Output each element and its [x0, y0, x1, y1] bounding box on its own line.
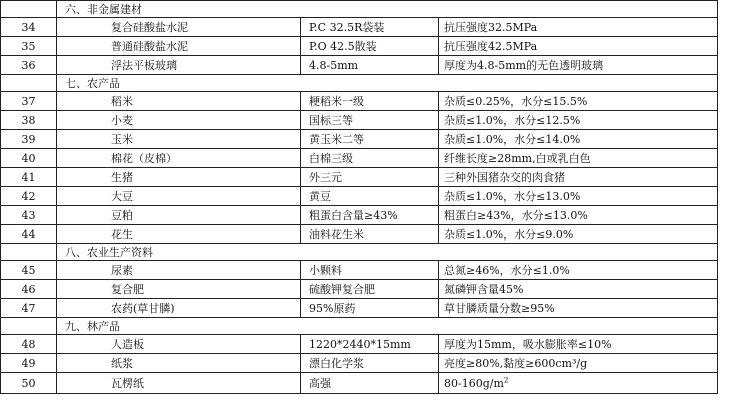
quality-standard: 纤维长度≥28mm,白或乳白色 [439, 149, 718, 168]
product-spec: 粳稻米一级 [301, 92, 439, 111]
quality-standard: 杂质≤1.0%，水分≤12.5% [439, 111, 718, 130]
quality-standard: 三种外国猪杂交的肉食猪 [439, 168, 718, 187]
row-number: 42 [1, 187, 57, 206]
product-spec: P.O 42.5散装 [301, 37, 439, 56]
product-name: 生猪 [57, 168, 301, 187]
quality-standard: 厚度为15mm，吸水膨胀率≤10% [439, 335, 718, 354]
section-row [1, 244, 718, 261]
quality-standard: 氮磷钾含量45% [439, 280, 718, 299]
table-row [1, 168, 718, 187]
row-number: 48 [1, 335, 57, 354]
row-number: 34 [1, 18, 57, 37]
product-spec: 白棉三级 [301, 149, 439, 168]
product-name: 小麦 [57, 111, 301, 130]
table-row [1, 280, 718, 299]
row-number: 40 [1, 149, 57, 168]
product-spec: P.C 32.5R袋装 [301, 18, 439, 37]
product-spec: 油料花生米 [301, 225, 439, 244]
product-name: 人造板 [57, 335, 301, 354]
table-row [1, 18, 718, 37]
table-row [1, 225, 718, 244]
section-heading: 九、林产品 [57, 318, 718, 335]
section-row [1, 318, 718, 335]
row-number: 41 [1, 168, 57, 187]
quality-standard: 总氮≥46%，水分≤1.0% [439, 261, 718, 280]
product-spec: 黄豆 [301, 187, 439, 206]
product-spec: 小颗料 [301, 261, 439, 280]
row-number: 44 [1, 225, 57, 244]
product-spec: 高强 [301, 373, 439, 394]
quality-standard: 杂质≤1.0%，水分≤14.0% [439, 130, 718, 149]
product-name: 稻米 [57, 92, 301, 111]
row-number: 47 [1, 299, 57, 318]
table-row [1, 56, 718, 75]
row-number: 35 [1, 37, 57, 56]
section-number-cell [1, 318, 57, 335]
product-name: 瓦楞纸 [57, 373, 301, 394]
product-name: 玉米 [57, 130, 301, 149]
quality-standard: 杂质≤0.25%，水分≤15.5% [439, 92, 718, 111]
product-spec: 硫酸钾复合肥 [301, 280, 439, 299]
product-spec: 黄玉米二等 [301, 130, 439, 149]
row-number: 37 [1, 92, 57, 111]
table-row [1, 373, 718, 394]
row-number: 49 [1, 354, 57, 373]
product-spec: 4.8-5mm [301, 56, 439, 75]
table-row [1, 111, 718, 130]
product-spec: 漂白化学浆 [301, 354, 439, 373]
row-number: 36 [1, 56, 57, 75]
section-number-cell [1, 75, 57, 92]
section-heading: 六、非金属建材 [57, 1, 718, 18]
table-row [1, 149, 718, 168]
quality-standard: 亮度≥80%,黏度≥600cm³/g [439, 354, 718, 373]
quality-standard: 杂质≤1.0%，水分≤13.0% [439, 187, 718, 206]
product-name: 花生 [57, 225, 301, 244]
product-spec: 95%原药 [301, 299, 439, 318]
product-name: 纸浆 [57, 354, 301, 373]
table-row [1, 37, 718, 56]
table-row [1, 130, 718, 149]
table-row [1, 299, 718, 318]
table-row [1, 206, 718, 225]
row-number: 50 [1, 373, 57, 394]
row-number: 46 [1, 280, 57, 299]
table-row [1, 261, 718, 280]
table-row [1, 92, 718, 111]
section-number-cell [1, 1, 57, 18]
row-number: 45 [1, 261, 57, 280]
section-row [1, 75, 718, 92]
product-name: 尿素 [57, 261, 301, 280]
product-name: 棉花（皮棉） [57, 149, 301, 168]
product-spec: 1220*2440*15mm [301, 335, 439, 354]
quality-standard: 厚度为4.8-5mm的无色透明玻璃 [439, 56, 718, 75]
quality-standard [439, 373, 718, 394]
product-name: 豆粕 [57, 206, 301, 225]
row-number: 39 [1, 130, 57, 149]
table-row [1, 354, 718, 373]
product-spec: 国标三等 [301, 111, 439, 130]
quality-standard: 杂质≤1.0%，水分≤9.0% [439, 225, 718, 244]
product-name: 浮法平板玻璃 [57, 56, 301, 75]
quality-standard: 抗压强度42.5MPa [439, 37, 718, 56]
product-name: 复合硅酸盐水泥 [57, 18, 301, 37]
section-heading: 八、农业生产资料 [57, 244, 718, 261]
unit-superscript: 2 [503, 375, 509, 384]
table-body [1, 1, 718, 394]
table-row [1, 187, 718, 206]
row-number: 38 [1, 111, 57, 130]
product-spec: 粗蛋白含量≥43% [301, 206, 439, 225]
quality-standard: 抗压强度32.5MPa [439, 18, 718, 37]
product-spec: 外三元 [301, 168, 439, 187]
section-heading: 七、农产品 [57, 75, 718, 92]
product-name: 普通硅酸盐水泥 [57, 37, 301, 56]
quality-standard: 草甘膦质量分数≥95% [439, 299, 718, 318]
product-name: 农药(草甘膦) [57, 299, 301, 318]
quality-standard: 粗蛋白≥43%，水分≤13.0% [439, 206, 718, 225]
row-number: 43 [1, 206, 57, 225]
product-name: 复合肥 [57, 280, 301, 299]
product-name: 大豆 [57, 187, 301, 206]
quality-standard-text: 80-160g/m [444, 376, 504, 390]
table-row [1, 335, 718, 354]
section-number-cell [1, 244, 57, 261]
section-row [1, 1, 718, 18]
